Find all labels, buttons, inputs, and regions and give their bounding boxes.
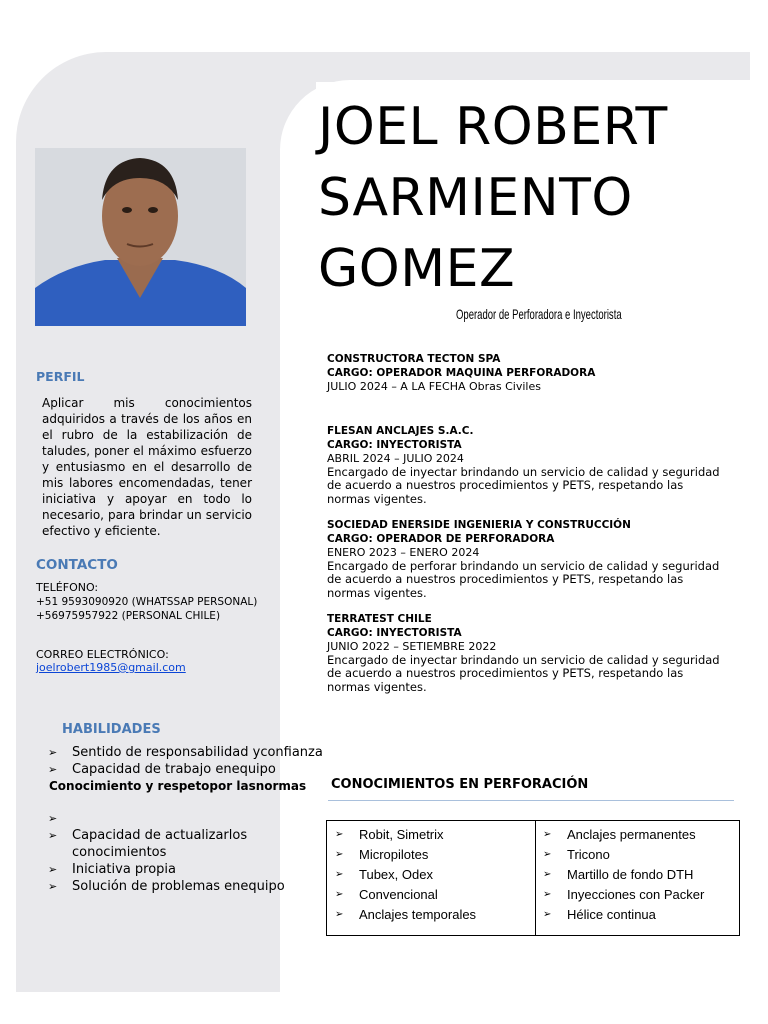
job-dates: ENERO 2023 – ENERO 2024 — [327, 546, 480, 559]
list-item-label: Tricono — [567, 847, 610, 862]
job-dates: JUNIO 2022 – SETIEMBRE 2022 — [327, 640, 497, 653]
arrow-bullet-icon: ➢ — [543, 849, 552, 860]
job-role: CARGO: OPERADOR DE PERFORADORA — [327, 532, 555, 545]
list-item — [543, 845, 704, 865]
job-role: CARGO: INYECTORISTA — [327, 438, 462, 451]
email-link[interactable]: joelrobert1985@gmail.com — [36, 661, 186, 674]
experience-entry — [327, 353, 727, 394]
company-name: FLESAN ANCLAJES S.A.C. — [327, 425, 474, 437]
list-item — [335, 845, 476, 865]
skill-bold-item: Conocimiento y respetopor lasnormas — [49, 779, 307, 793]
list-item — [543, 905, 704, 925]
phone-1: +51 9593090920 (WHATSSAP PERSONAL) — [36, 596, 258, 608]
list-item-label: Tubex, Odex — [359, 867, 433, 882]
section-divider — [328, 800, 734, 801]
arrow-bullet-icon: ➢ — [48, 863, 58, 876]
arrow-bullet-icon: ➢ — [335, 909, 344, 920]
job-title: Operador de Perforadora e Inyectorista — [456, 306, 622, 322]
skill-item — [48, 861, 177, 878]
arrow-bullet-icon: ➢ — [335, 829, 344, 840]
header-band — [300, 52, 750, 82]
job-dates: JULIO 2024 – A LA FECHA Obras Civiles — [327, 380, 541, 393]
name-line-1: JOEL ROBERT — [318, 97, 668, 157]
experience-entry — [327, 519, 727, 600]
conocimientos-column-2 — [543, 825, 704, 925]
conocimientos-heading: CONOCIMIENTOS EN PERFORACIÓN — [331, 777, 589, 792]
skill-item — [48, 878, 285, 895]
arrow-bullet-icon: ➢ — [48, 880, 58, 893]
job-description: Encargado de perforar brindando un servicio de calidad y seguridad de acuerdo a nuestros procedimientos y PETS, respetando las normas vigentes. — [327, 558, 720, 600]
list-item-label: Inyecciones con Packer — [567, 887, 705, 902]
skill-label: Solución de problemas enequipo — [72, 879, 285, 894]
arrow-bullet-icon: ➢ — [335, 889, 344, 900]
phone-2: +56975957922 (PERSONAL CHILE) — [36, 610, 221, 622]
phone-label: TELÉFONO: — [36, 581, 99, 594]
list-item-label: Hélice continua — [567, 907, 656, 922]
arrow-bullet-icon: ➢ — [543, 869, 552, 880]
arrow-bullet-icon: ➢ — [335, 869, 344, 880]
list-item-label: Anclajes temporales — [359, 907, 477, 922]
list-item-label: Robit, Simetrix — [359, 827, 444, 842]
job-description: Encargado de inyectar brindando un servicio de calidad y seguridad de acuerdo a nuestros procedimientos y PETS, respetando las normas vigentes. — [327, 652, 720, 694]
skill-item — [48, 744, 323, 761]
conocimientos-column-1 — [335, 825, 476, 925]
company-name: SOCIEDAD ENERSIDE INGENIERIA Y CONSTRUCCIÓN — [327, 519, 631, 531]
perfil-text: Aplicar mis conocimientos adquiridos a través de los años en el rubro de la estabilización de taludes, poner el máximo esfuerzo y entusiasmo en el desarrollo de mis labores encomendadas, tener iniciativa y apoyar en todo lo necesario, para brindar un servicio efectivo y eficiente. — [42, 396, 252, 538]
list-item-label: Convencional — [359, 887, 438, 902]
name-line-3: GOMEZ — [318, 239, 516, 299]
list-item — [543, 825, 704, 845]
arrow-bullet-icon: ➢ — [48, 812, 58, 825]
company-name: CONSTRUCTORA TECTON SPA — [327, 353, 501, 365]
list-item — [335, 825, 476, 845]
experience-entry — [327, 425, 727, 506]
skill-label: Sentido de responsabilidad yconfianza — [72, 745, 323, 760]
job-role: CARGO: OPERADOR MAQUINA PERFORADORA — [327, 366, 596, 379]
job-dates: ABRIL 2024 – JULIO 2024 — [327, 452, 464, 465]
skill-label: Capacidad de actualizarlos conocimientos — [72, 828, 248, 860]
list-item — [335, 885, 476, 905]
contacto-heading: CONTACTO — [36, 557, 118, 573]
list-item — [335, 865, 476, 885]
experience-entry — [327, 613, 727, 694]
arrow-bullet-icon: ➢ — [543, 909, 552, 920]
job-description: Encargado de inyectar brindando un servicio de calidad y seguridad de acuerdo a nuestros procedimientos y PETS, respetando las normas vigentes. — [327, 464, 720, 506]
skill-label: Capacidad de trabajo enequipo — [72, 762, 276, 777]
skill-label: Iniciativa propia — [72, 862, 177, 877]
list-item — [335, 905, 476, 925]
candidate-name — [318, 92, 668, 305]
perfil-heading: PERFIL — [36, 369, 85, 384]
list-item-label: Micropilotes — [359, 847, 429, 862]
arrow-bullet-icon: ➢ — [543, 889, 552, 900]
list-item — [543, 865, 704, 885]
arrow-bullet-icon: ➢ — [48, 829, 58, 842]
arrow-bullet-icon: ➢ — [48, 746, 58, 759]
list-item — [543, 885, 704, 905]
table-divider — [535, 821, 536, 935]
list-item-label: Martillo de fondo DTH — [567, 867, 694, 882]
name-line-2: SARMIENTO — [318, 168, 633, 228]
job-role: CARGO: INYECTORISTA — [327, 626, 462, 639]
skill-item — [48, 827, 282, 861]
skill-item — [48, 761, 276, 778]
arrow-bullet-icon: ➢ — [543, 829, 552, 840]
list-item-label: Anclajes permanentes — [567, 827, 696, 842]
email-label: CORREO ELECTRÓNICO: — [36, 648, 169, 661]
company-name: TERRATEST CHILE — [327, 613, 432, 625]
conocimientos-table — [326, 820, 740, 936]
arrow-bullet-icon: ➢ — [335, 849, 344, 860]
profile-photo — [35, 148, 246, 326]
arrow-bullet-icon: ➢ — [48, 763, 58, 776]
habilidades-heading: HABILIDADES — [62, 722, 161, 737]
